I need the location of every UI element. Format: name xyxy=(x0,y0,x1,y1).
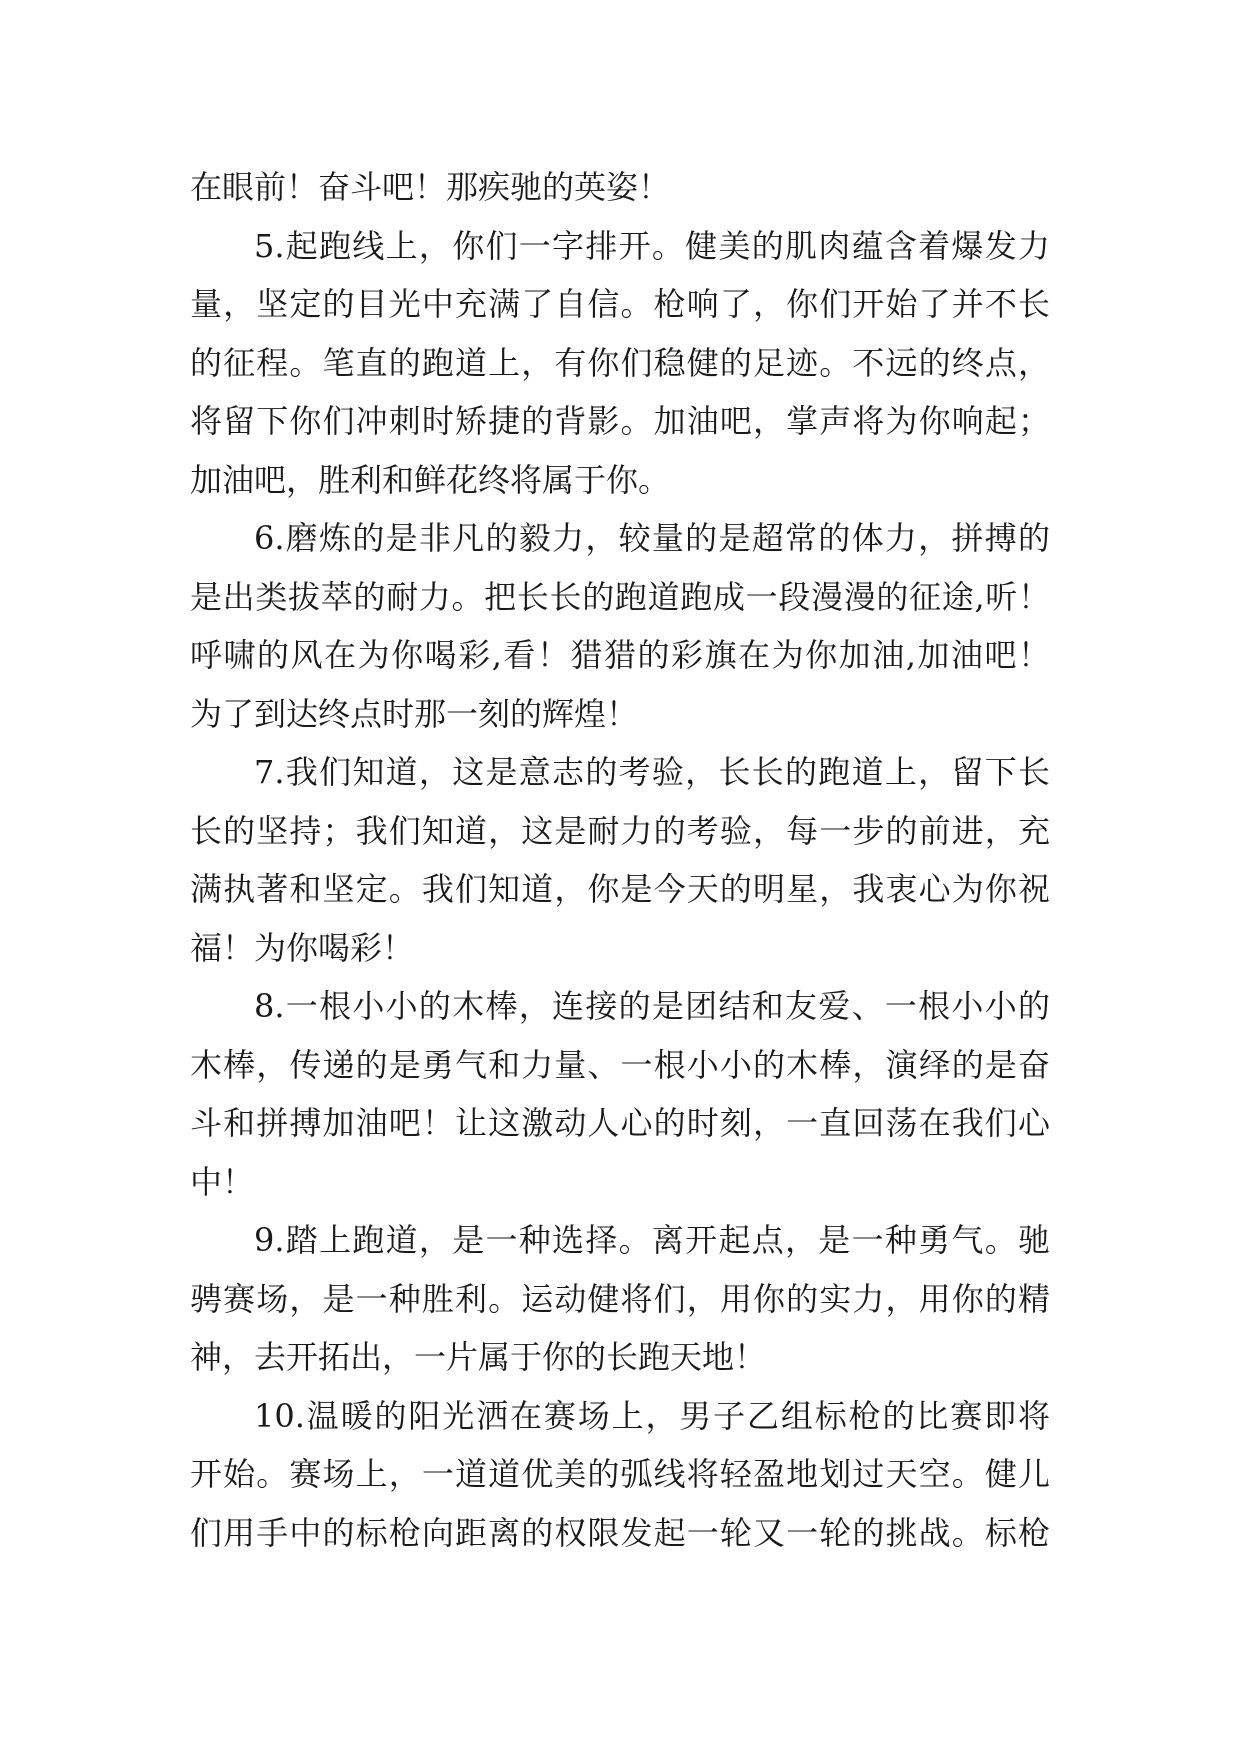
text-line: 加油吧，胜利和鲜花终将属于你。 xyxy=(190,460,671,499)
text-line: 8.一根小小的木棒，连接的是团结和友爱、一根小小的 xyxy=(254,987,1050,1025)
text-line: 7.我们知道，这是意志的考验，长长的跑道上，留下长 xyxy=(254,753,1050,791)
document-body xyxy=(190,158,1050,1562)
text-line: 满执著和坚定。我们知道，你是今天的明星，我衷心为你祝 xyxy=(190,870,1050,908)
text-line: 斗和拼搏加油吧！让这激动人心的时刻，一直回荡在我们心 xyxy=(190,1104,1050,1142)
text-line: 木棒，传递的是勇气和力量、一根小小的木棒，演绎的是奋 xyxy=(190,1045,1050,1084)
text-line: 的征程。笔直的跑道上，有你们稳健的足迹。不远的终点， xyxy=(190,343,1050,382)
text-line: 福！为你喝彩！ xyxy=(190,928,415,967)
text-line: 是出类拔萃的耐力。把长长的跑道跑成一段漫漫的征途,听！ xyxy=(190,577,1050,616)
text-line: 10.温暖的阳光洒在赛场上，男子乙组标枪的比赛即将 xyxy=(254,1396,1050,1435)
text-line: 6.磨炼的是非凡的毅力，较量的是超常的体力，拼搏的 xyxy=(254,519,1050,557)
text-line: 长的坚持；我们知道，这是耐力的考验，每一步的前进，充 xyxy=(190,811,1050,850)
text-line: 5.起跑线上，你们一字排开。健美的肌肉蕴含着爆发力 xyxy=(254,226,1050,265)
text-line: 开始。赛场上，一道道优美的弧线将轻盈地划过天空。健儿 xyxy=(190,1455,1050,1493)
text-line: 量，坚定的目光中充满了自信。枪响了，你们开始了并不长 xyxy=(190,285,1050,323)
text-line: 在眼前！奋斗吧！那疾驰的英姿！ xyxy=(190,168,671,206)
text-line: 将留下你们冲刺时矫捷的背影。加油吧，掌声将为你响起； xyxy=(190,402,1050,440)
text-line: 骋赛场，是一种胜利。运动健将们，用你的实力，用你的精 xyxy=(190,1279,1050,1318)
text-line: 们用手中的标枪向距离的权限发起一轮又一轮的挑战。标枪 xyxy=(190,1513,1050,1552)
text-line: 9.踏上跑道，是一种选择。离开起点，是一种勇气。驰 xyxy=(254,1221,1050,1259)
text-line: 神，去开拓出，一片属于你的长跑天地！ xyxy=(190,1338,767,1376)
text-line: 呼啸的风在为你喝彩,看！猎猎的彩旗在为你加油,加油吧！ xyxy=(190,636,1050,674)
text-line: 为了到达终点时那一刻的辉煌！ xyxy=(190,694,639,733)
text-line: 中！ xyxy=(190,1162,255,1201)
